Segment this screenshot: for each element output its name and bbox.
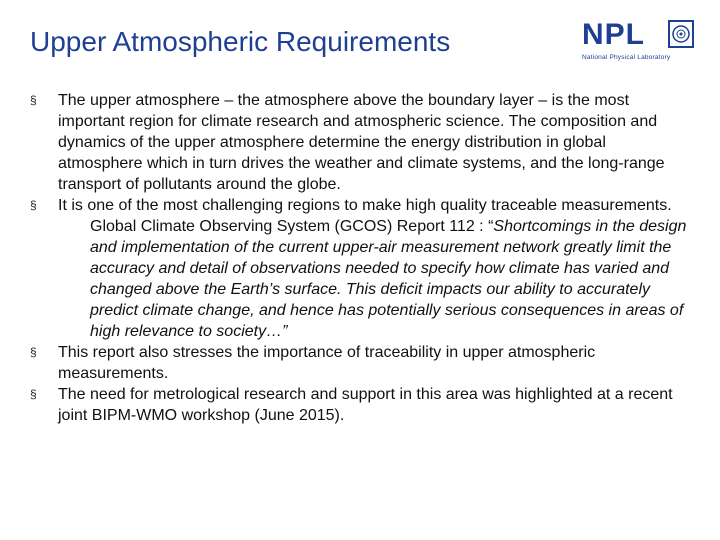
logo-subtitle: National Physical Laboratory xyxy=(582,54,671,61)
npl-logo xyxy=(580,18,698,66)
bullet-item xyxy=(30,384,690,426)
bullet-marker: § xyxy=(30,93,37,107)
slide-body xyxy=(30,90,690,426)
slide-title: Upper Atmospheric Requirements xyxy=(30,26,451,57)
npl-emblem-icon xyxy=(668,20,694,48)
bullet-text: This report also stresses the importance of traceability in upper atmospheric measurements. xyxy=(58,344,596,382)
bullet-text: The need for metrological research and support in this area was highlighted at a recent joint BIPM-WMO workshop (June 2015). xyxy=(58,386,673,424)
bullet-item xyxy=(30,90,690,195)
bullet-marker: § xyxy=(30,345,37,359)
bullet-text: It is one of the most challenging regions to make high quality traceable measurements. xyxy=(58,197,672,214)
bullet-marker: § xyxy=(30,387,37,401)
logo-letters: NPL xyxy=(582,18,645,51)
bullet-text: The upper atmosphere – the atmosphere above the boundary layer – is the most important region for climate research and atmospheric science. The composition and dynamics of the upper atmosphere determine the energy distribution in global atmosphere which in turn drives the weather and climate systems, and the long-range transport of pollutants around the globe. xyxy=(58,92,665,193)
gcos-quote xyxy=(30,216,690,342)
bullet-item xyxy=(30,195,690,216)
quote-text: Shortcomings in the design and implementation of the current upper-air measurement network greatly limit the accuracy and detail of observations needed to specify how climate has varied and changed above the Earth’s surface. This deficit impacts our ability to accurately predict climate change, and hence has potentially serious consequences in areas of high relevance to society…” xyxy=(90,218,687,340)
bullet-item xyxy=(30,342,690,384)
bullet-marker: § xyxy=(30,198,37,212)
quote-lead: Global Climate Observing System (GCOS) Report 112 : “ xyxy=(90,218,494,235)
